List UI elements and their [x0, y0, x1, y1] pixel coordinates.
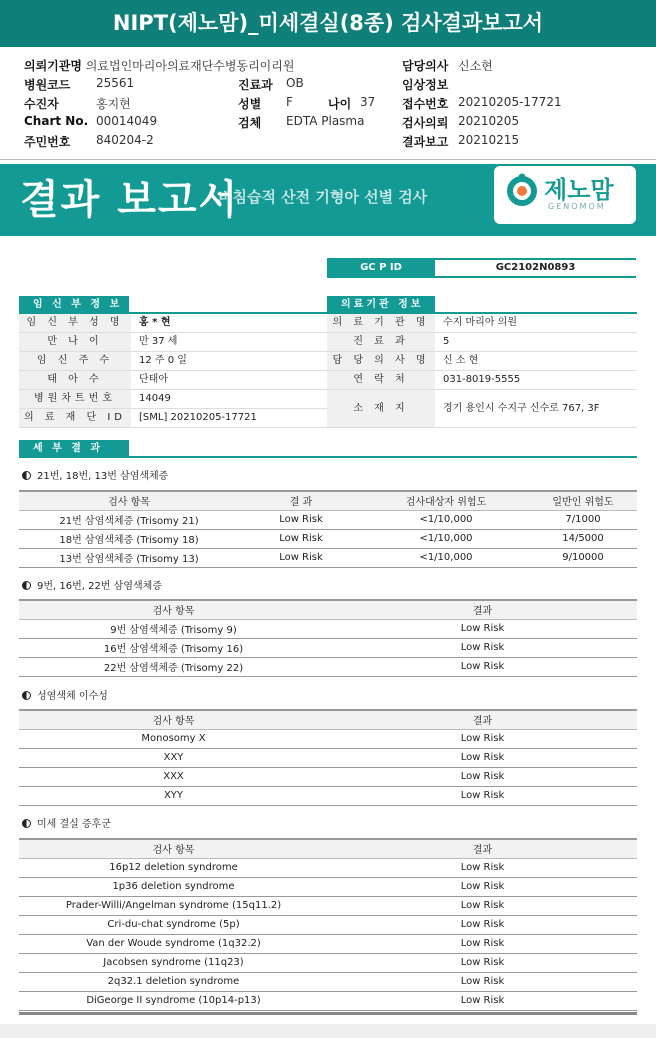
- info-specimen: 검체 EDTA Plasma: [238, 114, 365, 130]
- gc-pid-bar: [327, 258, 636, 278]
- table-cell: <1/10,000: [363, 510, 529, 529]
- table-row: [19, 972, 637, 991]
- hospital-label: 담 당 의 사 명: [327, 352, 435, 370]
- hospital-info-header: 의료기관 정보: [327, 296, 435, 313]
- hospital-label: 진 료 과: [327, 333, 435, 351]
- patient-row: [19, 314, 327, 333]
- gc-pid-value: GC2102N0893: [495, 262, 576, 273]
- table-row: [19, 896, 637, 915]
- table-cell: 16번 삼염색체증 (Trisomy 16): [19, 638, 328, 657]
- table-cell: Low Risk: [328, 729, 637, 748]
- patient-label: 병원차트번호: [19, 390, 131, 408]
- table-cell: 16p12 deletion syndrome: [19, 858, 328, 877]
- column-header: 일반인 위험도: [529, 491, 637, 510]
- table-cell: 13번 삼염색체증 (Trisomy 13): [19, 548, 239, 567]
- hospital-row: [327, 352, 637, 371]
- info-chart-no: Chart No. 00014049: [24, 114, 158, 128]
- section4-title: 미세 결실 증후군: [22, 815, 111, 830]
- table-header-row: [19, 600, 637, 619]
- trisomy-rare-table: [19, 599, 637, 677]
- table-cell: DiGeorge II syndrome (10p14-p13): [19, 991, 328, 1010]
- banner-subtitle: 비침습적 산전 기형아 선별 검사: [218, 188, 428, 206]
- table-cell: <1/10,000: [363, 548, 529, 567]
- patient-value: 12 주 0 일: [139, 355, 187, 366]
- table-cell: Low Risk: [328, 972, 637, 991]
- table-cell: Low Risk: [239, 548, 363, 567]
- table-row: [19, 877, 637, 896]
- column-header: 검사 항목: [19, 710, 328, 729]
- table-cell: Cri-du-chat syndrome (5p): [19, 915, 328, 934]
- table-cell: Low Risk: [328, 877, 637, 896]
- hospital-value: 031-8019-5555: [443, 374, 521, 385]
- detail-results-rule: [19, 456, 637, 458]
- info-patient: 수진자 홍지현: [24, 97, 131, 111]
- table-cell: Low Risk: [328, 657, 637, 676]
- footer-strip: [0, 1024, 656, 1038]
- hospital-label: 연 락 처: [327, 371, 435, 389]
- info-clinical: 임상정보: [402, 78, 449, 92]
- table-row: [19, 786, 637, 805]
- table-row: [19, 953, 637, 972]
- patient-row: [19, 390, 327, 409]
- column-header: 검사대상자 위험도: [363, 491, 529, 510]
- patient-label: 만 나 이: [19, 333, 131, 351]
- patient-value: 홍 * 현: [139, 317, 171, 328]
- table-row: [19, 510, 637, 529]
- hospital-row: [327, 333, 637, 352]
- half-circle-icon: [22, 471, 31, 480]
- table-row: [19, 767, 637, 786]
- table-row: [19, 657, 637, 676]
- table-row: [19, 991, 637, 1010]
- table-header-row: [19, 839, 637, 858]
- table-cell: Low Risk: [328, 767, 637, 786]
- banner-title: 결과 보고서: [20, 177, 240, 223]
- table-row: [19, 748, 637, 767]
- table-cell: Low Risk: [328, 786, 637, 805]
- info-department: 진료과 OB: [238, 76, 304, 92]
- table-cell: Low Risk: [328, 915, 637, 934]
- table-cell: XXY: [19, 748, 328, 767]
- hospital-value: 5: [443, 336, 450, 347]
- table-cell: Low Risk: [328, 896, 637, 915]
- genomom-logo: [494, 166, 636, 224]
- column-header: 검사 항목: [19, 600, 328, 619]
- table-cell: Low Risk: [328, 991, 637, 1010]
- info-age: 나이 37: [328, 95, 376, 111]
- hospital-row: [327, 390, 637, 428]
- half-circle-icon: [22, 819, 31, 828]
- table-cell: Low Risk: [328, 619, 637, 638]
- section2-title: 9번, 16번, 22번 삼염색체증: [22, 577, 162, 592]
- table-cell: XYY: [19, 786, 328, 805]
- patient-value: [SML] 20210205-17721: [139, 412, 257, 423]
- section1-title: 21번, 18번, 13번 삼염색체증: [22, 467, 168, 482]
- column-header: 결과: [328, 839, 637, 858]
- table-cell: Low Risk: [328, 858, 637, 877]
- table-cell: Low Risk: [328, 638, 637, 657]
- half-circle-icon: [22, 581, 31, 590]
- info-report-date: 결과보고 20210215: [402, 133, 520, 149]
- table-cell: <1/10,000: [363, 529, 529, 548]
- info-request-date: 검사의뢰 20210205: [402, 114, 520, 130]
- microdeletion-table: [19, 838, 637, 1011]
- table-row: [19, 529, 637, 548]
- hospital-label: 소 재 지: [327, 390, 435, 427]
- gc-pid-label: GC P ID: [327, 260, 435, 276]
- table-row: [19, 858, 637, 877]
- column-header: 결과: [328, 600, 637, 619]
- table-row: [19, 915, 637, 934]
- patient-label: 임 신 주 수: [19, 352, 131, 370]
- table-cell: 7/1000: [529, 510, 637, 529]
- table-cell: 18번 삼염색체증 (Trisomy 18): [19, 529, 239, 548]
- logo-icon: [504, 172, 540, 208]
- half-circle-icon: [22, 691, 31, 700]
- patient-label: 태 아 수: [19, 371, 131, 389]
- table-cell: Low Risk: [328, 953, 637, 972]
- table-cell: XXX: [19, 767, 328, 786]
- section3-title: 성염색체 이수성: [22, 687, 108, 702]
- order-info: [0, 47, 656, 160]
- info-sex: 성별 F: [238, 95, 293, 111]
- logo-subtext: GENOMOM: [548, 202, 606, 211]
- table-row: [19, 934, 637, 953]
- patient-value: 만 37 세: [139, 336, 178, 347]
- patient-row: [19, 371, 327, 390]
- detail-results-header: 세 부 결 과: [19, 440, 129, 457]
- column-header: 검사 항목: [19, 839, 328, 858]
- table-cell: Low Risk: [328, 934, 637, 953]
- table-cell: 22번 삼염색체증 (Trisomy 22): [19, 657, 328, 676]
- sex-chromosome-table: [19, 709, 637, 806]
- table-cell: Low Risk: [239, 529, 363, 548]
- table-cell: 2q32.1 deletion syndrome: [19, 972, 328, 991]
- patient-row: [19, 409, 327, 428]
- logo-text: 제노맘: [544, 176, 614, 204]
- patient-label: 임 신 부 성 명: [19, 314, 131, 332]
- table-cell: 14/5000: [529, 529, 637, 548]
- hospital-value: 신 소 현: [443, 355, 479, 366]
- patient-value: 단태아: [139, 374, 168, 385]
- info-doctor: 담당의사 신소현: [402, 59, 493, 73]
- table-cell: Jacobsen syndrome (11q23): [19, 953, 328, 972]
- column-header: 결과: [328, 710, 637, 729]
- hospital-value: 경기 용인시 수지구 신수로 767, 3F: [443, 403, 600, 414]
- table-cell: Low Risk: [328, 748, 637, 767]
- table-cell: 9/10000: [529, 548, 637, 567]
- hospital-row: [327, 371, 637, 390]
- table-header-row: [19, 491, 637, 510]
- table-row: [19, 638, 637, 657]
- patient-row: [19, 333, 327, 352]
- table-cell: 1p36 deletion syndrome: [19, 877, 328, 896]
- info-receipt-no: 접수번호 20210205-17721: [402, 95, 562, 111]
- table-cell: 21번 삼염색체증 (Trisomy 21): [19, 510, 239, 529]
- footer-rule: [19, 1012, 637, 1015]
- trisomy-main-table: [19, 490, 637, 568]
- table-cell: Van der Woude syndrome (1q32.2): [19, 934, 328, 953]
- hospital-row: [327, 314, 637, 333]
- table-cell: 9번 삼염색체증 (Trisomy 9): [19, 619, 328, 638]
- patient-value: 14049: [139, 393, 171, 404]
- info-resident-no: 주민번호 840204-2: [24, 133, 154, 149]
- patient-info-header: 임 신 부 정 보: [19, 296, 129, 313]
- table-row: [19, 548, 637, 567]
- hospital-label: 의 료 기 관 명: [327, 314, 435, 332]
- table-row: [19, 729, 637, 748]
- patient-row: [19, 352, 327, 371]
- patient-label: 의 료 재 단 ID: [19, 409, 131, 427]
- table-cell: Low Risk: [239, 510, 363, 529]
- table-row: [19, 619, 637, 638]
- report-title: NIPT(제노맘)_미세결실(8종) 검사결과보고서: [0, 0, 656, 47]
- column-header: 결 과: [239, 491, 363, 510]
- info-hospital-code: 병원코드 25561: [24, 76, 135, 92]
- info-institution: 의뢰기관명 의료법인마리아의료재단수병동리이리원: [24, 59, 295, 73]
- table-header-row: [19, 710, 637, 729]
- column-header: 검사 항목: [19, 491, 239, 510]
- table-cell: Monosomy X: [19, 729, 328, 748]
- table-cell: Prader-Willi/Angelman syndrome (15q11.2): [19, 896, 328, 915]
- hospital-value: 수지 마리아 의원: [443, 317, 517, 328]
